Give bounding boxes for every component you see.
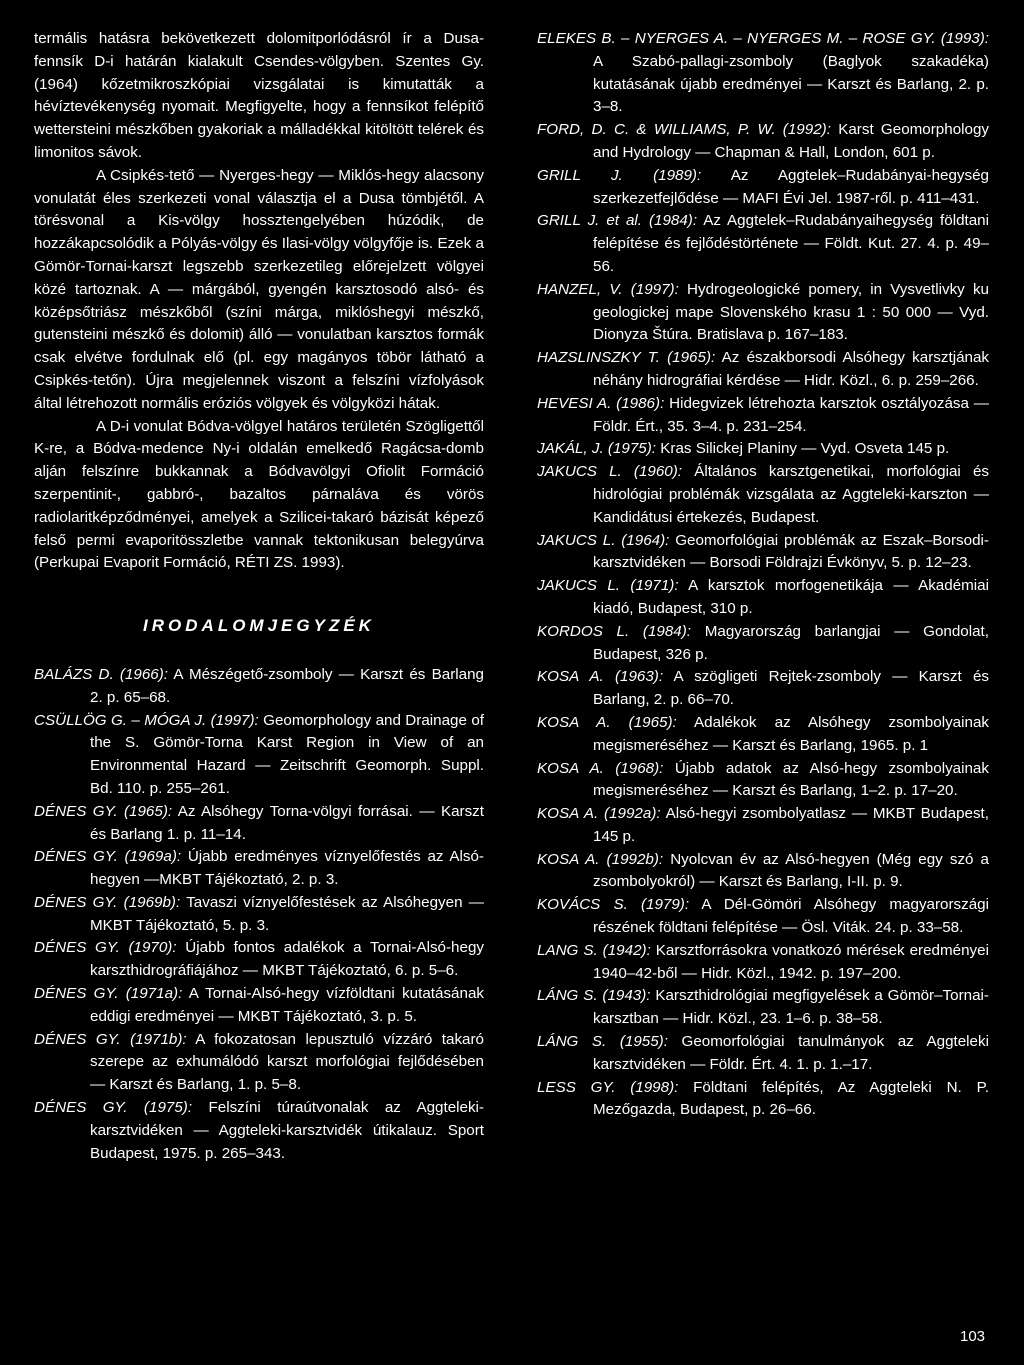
reference-item xyxy=(537,438,989,461)
reference-text: A Mészégető-zsomboly — Karszt és Barlang 2. p. 65–68. xyxy=(90,665,484,706)
reference-author: DÉNES GY. (1971b): xyxy=(34,1030,187,1048)
reference-author: JAKÁL, J. (1975): xyxy=(537,440,657,458)
reference-text: Karsztforrásokra vonatkozó mérések eredményei 1940–42-ből — Hidr. Közl., 1942. p. 197–200. xyxy=(593,941,989,982)
reference-item xyxy=(537,575,989,621)
body-paragraph: termális hatásra bekövetkezett dolomitporlódásról ír a Dusa-fennsík D-i határán kialakult Csendes-völgyben. Szentes Gy. (1964) kőzetmikroszkópiai vizsgálatai is kimutatták a hévíztevékenység nyomait. Megfigyelte, hogy a fennsíkot felépítő wettersteini mészkőben gyakoriak a málladékkal kitöltött telérek és limonitos sávok. xyxy=(34,30,484,161)
reference-text: Magyarország barlangjai — Gondolat, Budapest, 326 p. xyxy=(593,622,989,663)
reference-author: KORDOS L. (1984): xyxy=(537,622,692,640)
reference-author: DÉNES GY. (1965): xyxy=(34,802,173,820)
reference-text: Alsó-hegyi zsombolyatlasz — MKBT Budapest, 145 p. xyxy=(593,805,989,845)
reference-author: DÉNES GY. (1969a): xyxy=(34,848,182,866)
reference-text: Az északborsodi Alsóhegy karsztjának néhány hidrográfiai kérdése — Hidr. Közl., 6. p. 259–266. xyxy=(593,349,989,389)
reference-text: Geomorphology and Drainage of the S. Gömör-Torna Karst Region in View of an Environmental Hazard — Zeitschrift Geomorph. Suppl. Bd. 110. p. 255–261. xyxy=(90,711,484,797)
reference-item xyxy=(34,937,484,983)
reference-author: DÉNES GY. (1969b): xyxy=(34,893,181,911)
reference-author: LESS GY. (1998): xyxy=(537,1078,679,1096)
reference-item xyxy=(537,940,989,986)
reference-item xyxy=(537,461,989,529)
reference-author: KOSA A. (1963): xyxy=(537,668,664,686)
reference-item xyxy=(537,28,989,119)
reference-author: HAZSLINSZKY T. (1965): xyxy=(537,349,716,367)
reference-item xyxy=(537,119,989,165)
reference-text: Az Aggtelek–Rudabányaihegység földtani felépítése és fejlődéstörténete — Földt. Kut. 27. 4. p. 49–56. xyxy=(593,212,989,275)
reference-author: DÉNES GY. (1970): xyxy=(34,939,177,957)
reference-text: A fokozatosan lepusztuló vízzáró takaró szerepe az exhumálódó karszt morfológiai fejlődésében — Karszt és Barlang, 1. p. 5–8. xyxy=(90,1030,484,1094)
reference-text: Földtani felépítés, Az Aggteleki N. P. Mezőgazda, Budapest, p. 26–66. xyxy=(593,1078,989,1119)
right-column xyxy=(537,28,989,1122)
reference-item xyxy=(537,347,989,393)
reference-author: GRILL J. (1989): xyxy=(537,166,702,184)
reference-text: Karst Geomorphology and Hydrology — Chapman & Hall, London, 601 p. xyxy=(593,121,989,161)
reference-text: A Dél-Gömöri Alsóhegy magyarországi részének földtani felépítése — Ösl. Viták. 24. p. 33–58. xyxy=(593,896,989,937)
reference-author: KOVÁCS S. (1979): xyxy=(537,896,690,914)
body-paragraph: A D-i vonulat Bódva-völgyel határos területén Szögligettől K-re, a Bódva-medence Ny-i oldalán emelkedő Ragácsa-domb alján felszínre bukkannak a Bódvavölgyi Ofiolit Formáció szerpentinit-, gabbró-, bazaltos párnaláva és vörös radiolaritképződményei, amelyek a Szilicei-takaró bázisát képező felső permi evaporitösszletbe vannak tektonikusan belegyúrva (Perkupai Evaporit Formáció, RÉTI ZS. 1993). xyxy=(34,417,484,572)
reference-text: Általános karsztgenetikai, morfológiai és hidrológiai problémák vizsgálata az Aggteleki-karszton — Kandidátusi értekezés, Budapest. xyxy=(593,463,989,526)
reference-item xyxy=(537,985,989,1031)
reference-item xyxy=(34,1097,484,1165)
reference-author: BALÁZS D. (1966): xyxy=(34,665,169,683)
reference-text: Nyolcvan év az Alsó-hegyen (Még egy szó a zsombolyokról) — Karszt és Barlang, I-II. p. 9. xyxy=(593,850,989,891)
reference-author: FORD, D. C. & WILLIAMS, P. W. (1992): xyxy=(537,121,831,139)
reference-item xyxy=(34,710,484,801)
reference-item xyxy=(537,393,989,439)
reference-author: KOSA A. (1992a): xyxy=(537,805,661,823)
reference-author: KOSA A. (1968): xyxy=(537,759,664,777)
reference-text: A szögligeti Rejtek-zsomboly — Karszt és Barlang, 2. p. 66–70. xyxy=(593,668,989,709)
reference-item xyxy=(34,664,484,710)
reference-item xyxy=(537,849,989,895)
reference-author: JAKUCS L. (1971): xyxy=(537,577,679,595)
reference-item xyxy=(537,803,989,849)
reference-text: Hydrogeologické pomery, in Vysvetlivky ku geologickej mape Slovenského krasu 1 : 50 000 — Vyd. Dionyza Štúra. Bratislava p. 167–183. xyxy=(593,280,989,344)
reference-author: HEVESI A. (1986): xyxy=(537,394,665,412)
reference-item xyxy=(537,279,989,347)
reference-item xyxy=(537,666,989,712)
reference-item xyxy=(34,983,484,1029)
body-paragraph: A Csipkés-tető — Nyerges-hegy — Miklós-hegy alacsony vonulatát éles szerkezeti vonal választja el a Dusa tömbjétől. A törésvonal a Kis-völgy hossztengelyében húzódik, de hozzákapcsolódik a Pólyás-völgy és Ilasi-völgy völgyfője is. Ezek a Gömör-Tornai-karszt legszebb szerkezetileg előrejelzett völgyei közé tartoznak. A — márgából, gyengén karsztosodó alsó- és középsőtriász mészkőből (színi márga, miklóshegyi mészkő, gutensteini mészkő és dolomit) álló — vonulatban karsztos formák csak elvétve fordulnak elő (pl. egy magányos töbör látható a Csipkés-tetőn). Újra megjelennek viszont a felszíni vízfolyások által létrehozott normális eróziós völgyek és völgyközi hátak. xyxy=(34,166,484,412)
reference-item xyxy=(34,801,484,847)
reference-text: Újabb adatok az Alsó-hegy zsombolyainak megismeréséhez — Karszt és Barlang, 1–2. p. 17–20. xyxy=(593,759,989,800)
reference-text: Az Aggtelek–Rudabányai-hegység szerkezetfejlődése — MAFI Évi Jel. 1987-ről. p. 411–431. xyxy=(593,166,989,207)
reference-author: JAKUCS L. (1964): xyxy=(537,531,670,549)
reference-text: Adalékok az Alsóhegy zsombolyainak megismeréséhez — Karszt és Barlang, 1965. p. 1 xyxy=(593,713,989,754)
reference-list-left xyxy=(34,664,484,1166)
left-column xyxy=(34,28,484,1165)
reference-text: Kras Silickej Planiny — Vyd. Osveta 145 p. xyxy=(660,440,950,458)
reference-author: CSÜLLÖG G. – MÓGA J. (1997): xyxy=(34,711,259,729)
reference-text: A karsztok morfogenetikája — Akadémiai kiadó, Budapest, 310 p. xyxy=(593,577,989,617)
reference-author: LANG S. (1942): xyxy=(537,941,651,959)
reference-item xyxy=(537,712,989,758)
reference-text: Karszthidrológiai megfigyelések a Gömör–Tornai-karsztban — Hidr. Közl., 23. 1–6. p. 38–58. xyxy=(593,987,989,1028)
reference-text: Felszíni túraútvonalak az Aggteleki-karsztvidéken — Aggteleki-karsztvidék útikalauz. Sport Budapest, 1975. p. 265–343. xyxy=(90,1099,484,1162)
reference-author: HANZEL, V. (1997): xyxy=(537,280,679,298)
reference-item xyxy=(537,894,989,940)
reference-text: A Tornai-Alsó-hegy vízföldtani kutatásának eddigi eredményei — MKBT Tájékoztató, 3. p. 5. xyxy=(90,985,484,1025)
reference-item xyxy=(34,892,484,938)
reference-item xyxy=(537,1077,989,1123)
reference-author: KOSA A. (1992b): xyxy=(537,850,664,868)
reference-item xyxy=(34,1029,484,1097)
reference-item xyxy=(537,621,989,667)
reference-author: GRILL J. et al. (1984): xyxy=(537,212,698,230)
reference-text: Hidegvizek létrehozta karsztok osztályozása — Földr. Ért., 35. 3–4. p. 231–254. xyxy=(593,394,989,435)
reference-text: Geomorfológiai problémák az Eszak–Borsodi-karsztvidéken — Borsodi Földrajzi Évkönyv, 5. p. 12–23. xyxy=(593,531,989,572)
reference-author: ELEKES B. – NYERGES A. – NYERGES M. – ROSE GY. (1993): xyxy=(537,30,989,47)
reference-text: A Szabó-pallagi-zsomboly (Baglyok szakadéka) kutatásának újabb eredményei — Karszt és Barlang, 2. p. 3–8. xyxy=(593,52,989,116)
reference-author: KOSA A. (1965): xyxy=(537,713,677,731)
reference-item xyxy=(537,1031,989,1077)
reference-item xyxy=(537,758,989,804)
reference-item xyxy=(537,210,989,278)
reference-text: Az Alsóhegy Torna-völgyi forrásai. — Karszt és Barlang 1. p. 11–14. xyxy=(90,802,484,843)
reference-author: DÉNES GY. (1975): xyxy=(34,1099,193,1117)
reference-author: DÉNES GY. (1971a): xyxy=(34,985,183,1003)
reference-list-right xyxy=(537,28,989,1122)
reference-item xyxy=(537,165,989,211)
reference-item xyxy=(537,530,989,576)
page-number: 103 xyxy=(960,1328,986,1345)
reference-text: Újabb eredményes víznyelőfestés az Alsó-hegyen —MKBT Tájékoztató, 2. p. 3. xyxy=(90,848,484,889)
reference-author: LÁNG S. (1943): xyxy=(537,987,651,1005)
reference-author: JAKUCS L. (1960): xyxy=(537,463,683,481)
reference-item xyxy=(34,846,484,892)
reference-text: Geomorfológiai tanulmányok az Aggteleki karsztvidéken — Földr. Ért. 4. 1. p. 1.–17. xyxy=(593,1033,989,1073)
reference-text: Újabb fontos adalékok a Tornai-Alsó-hegy karszthidrográfiájához — MKBT Tájékoztató, 6. p. 5–6. xyxy=(90,939,484,980)
reference-author: LÁNG S. (1955): xyxy=(537,1033,668,1051)
section-title: IRODALOMJEGYZÉK xyxy=(143,616,375,636)
reference-text: Tavaszi víznyelőfestések az Alsóhegyen — MKBT Tájékoztató, 5. p. 3. xyxy=(90,893,484,934)
